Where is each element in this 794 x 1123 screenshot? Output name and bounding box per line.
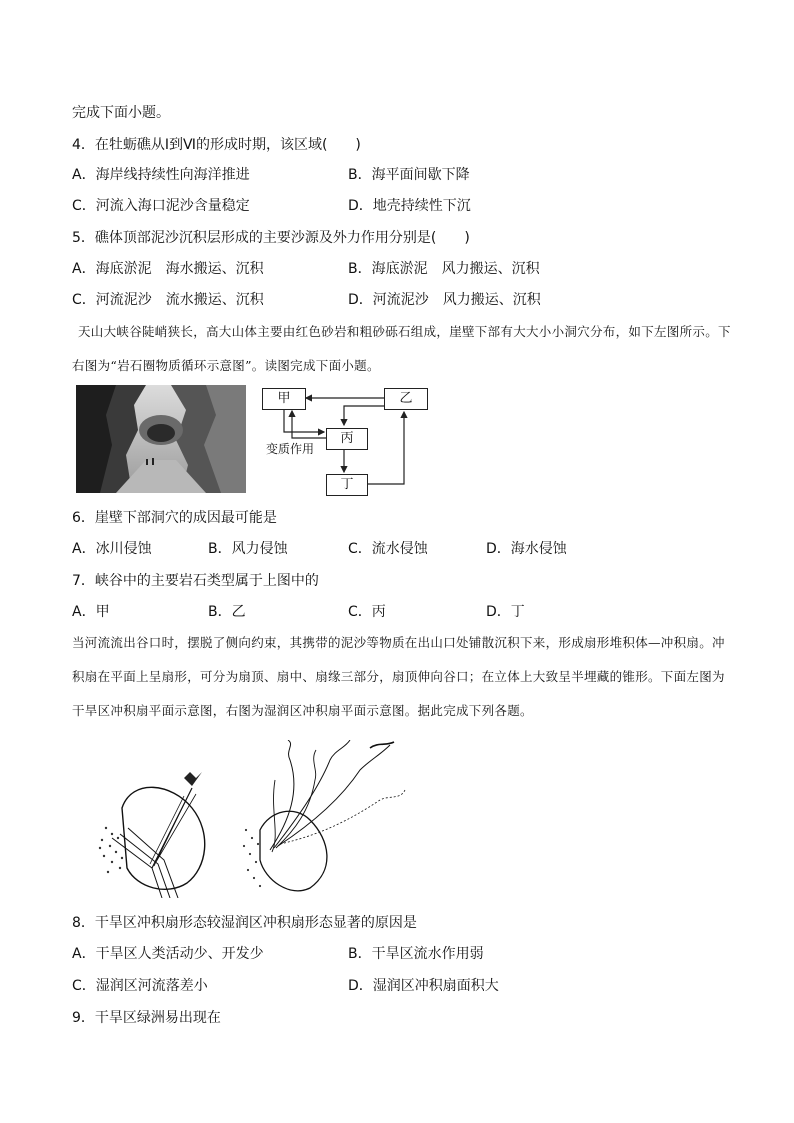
box-ding: 丁 [326, 474, 368, 496]
question-6-stem: 6．崖壁下部洞穴的成因最可能是 [72, 510, 277, 526]
question-5-stem: 5．礁体顶部泥沙沉积层形成的主要沙源及外力作用分别是( ) [72, 230, 470, 246]
q4-option-c[interactable]: C．河流入海口泥沙含量稳定 [72, 198, 250, 214]
passage-canyon: 天山大峡谷陡峭狭长，高大山体主要由红色砂岩和粗砂砾石组成，崖壁下部有大大小小洞穴分布，如下左图所示。下右图为“岩石圈物质循环示意图”。读图完成下面小题。 [72, 324, 731, 373]
q4-option-d[interactable]: D．地壳持续性下沉 [348, 198, 471, 214]
q5-option-a[interactable]: A．海底淤泥 海水搬运、沉积 [72, 261, 264, 277]
question-7-stem: 7．峡谷中的主要岩石类型属于上图中的 [72, 573, 319, 589]
q7-option-b[interactable]: B．乙 [208, 604, 246, 620]
q8-option-d[interactable]: D．湿润区冲积扇面积大 [348, 978, 499, 994]
q6-option-c[interactable]: C．流水侵蚀 [348, 541, 428, 557]
q7-option-d[interactable]: D．丁 [486, 604, 525, 620]
q4-option-b[interactable]: B．海平面间歇下降 [348, 167, 470, 183]
humid-fan-sketch [240, 740, 410, 898]
question-9-stem: 9．干旱区绿洲易出现在 [72, 1010, 221, 1026]
arid-fan-sketch [92, 768, 222, 898]
q8-option-b[interactable]: B．干旱区流水作用弱 [348, 946, 484, 962]
q7-option-a[interactable]: A．甲 [72, 604, 110, 620]
q5-option-d[interactable]: D．河流泥沙 风力搬运、沉积 [348, 292, 541, 308]
q4-option-a[interactable]: A．海岸线持续性向海洋推进 [72, 167, 250, 183]
q5-option-b[interactable]: B．海底淤泥 风力搬运、沉积 [348, 261, 540, 277]
intro-text: 完成下面小题。 [72, 105, 170, 121]
q8-option-a[interactable]: A．干旱区人类活动少、开发少 [72, 946, 264, 962]
question-4-stem: 4．在牡蛎礁从Ⅰ到Ⅵ的形成时期，该区域( ) [72, 137, 361, 153]
label-metamorphism: 变质作用 [266, 442, 315, 456]
q5-option-c[interactable]: C．河流泥沙 流水搬运、沉积 [72, 292, 264, 308]
box-jia: 甲 [262, 388, 306, 410]
box-bing: 丙 [326, 428, 368, 450]
q7-option-c[interactable]: C．丙 [348, 604, 386, 620]
box-yi: 乙 [384, 388, 428, 410]
q6-option-b[interactable]: B．风力侵蚀 [208, 541, 288, 557]
rock-cycle-diagram [262, 388, 432, 498]
passage-alluvial-fan: 当河流流出谷口时，摆脱了侧向约束，其携带的泥沙等物质在出山口处铺散沉积下来，形成扇形堆积体—冲积扇。冲积扇在平面上呈扇形，可分为扇顶、扇中、扇缘三部分，扇顶伸向谷口；在立体上大致呈半埋藏的锥形。下面左图为干旱区冲积扇平面示意图，右图为湿润区冲积扇平面示意图。据此完成下列各题。 [72, 635, 725, 718]
q8-option-c[interactable]: C．湿润区河流落差小 [72, 978, 208, 994]
q6-option-d[interactable]: D．海水侵蚀 [486, 541, 567, 557]
q6-option-a[interactable]: A．冰川侵蚀 [72, 541, 152, 557]
question-8-stem: 8．干旱区冲积扇形态较湿润区冲积扇形态显著的原因是 [72, 915, 417, 931]
canyon-photo [76, 385, 246, 493]
